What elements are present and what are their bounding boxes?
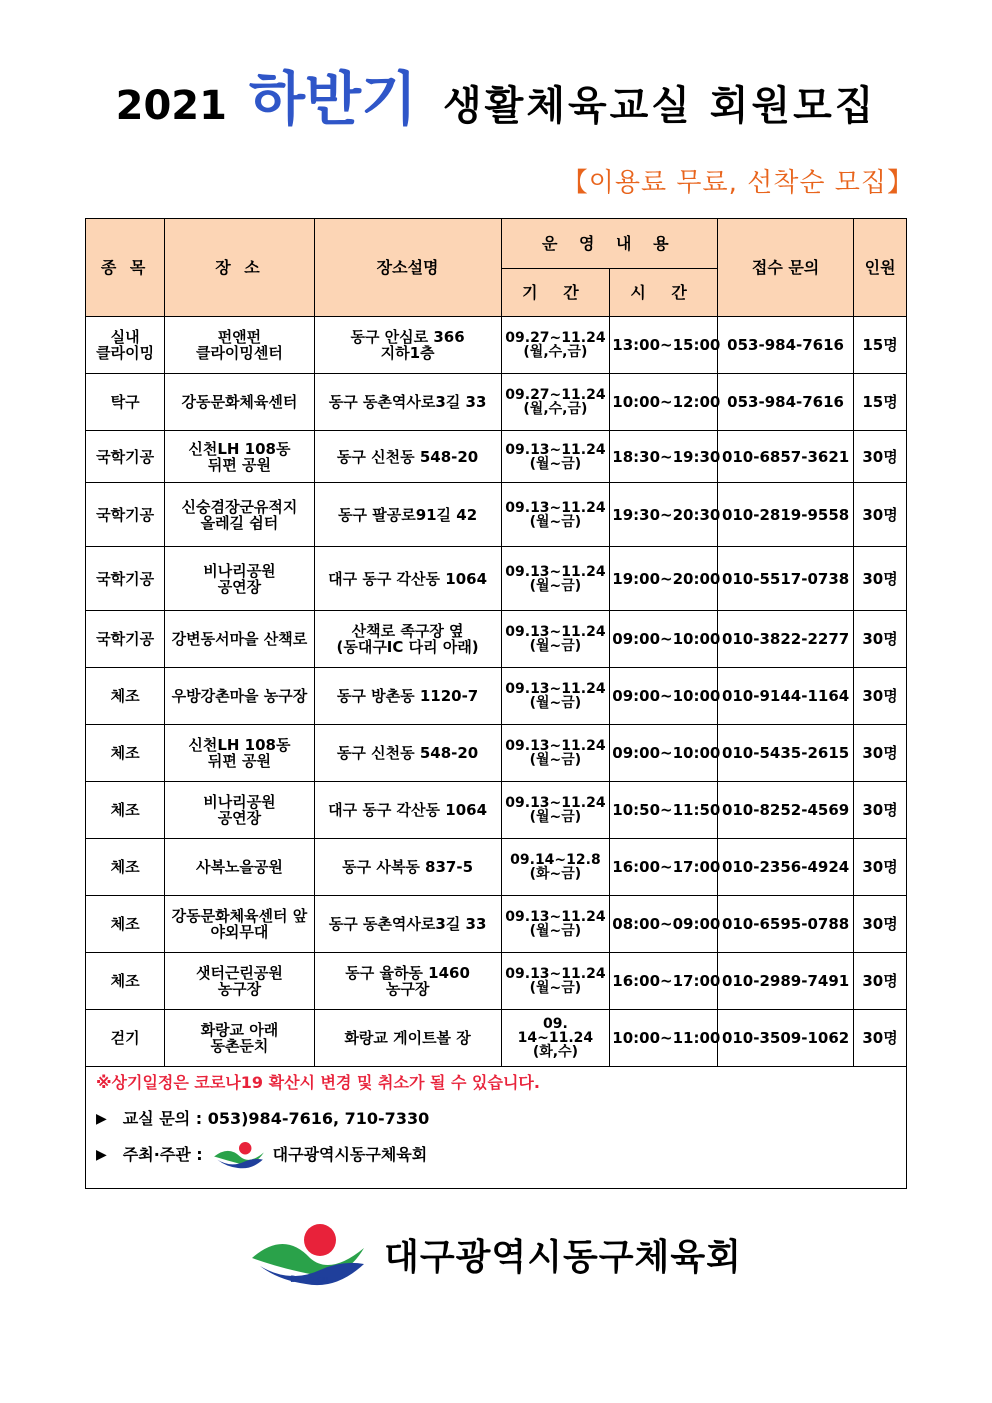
cell-count: 30명 [854,725,907,782]
cell-period: 09.13~11.24 (월~금) [501,483,610,547]
cell-period: 09.27~11.24 (월,수,금) [501,374,610,431]
cell-desc: 대구 동구 각산동 1064 [314,547,501,611]
cell-place: 비나리공원 공연장 [165,782,314,839]
donggu-logo-icon [213,1141,265,1169]
table-row [86,725,907,782]
cell-sport: 국학기공 [86,431,165,483]
table-row [86,483,907,547]
cell-period: 09.13~11.24 (월~금) [501,547,610,611]
table-row [86,611,907,668]
cell-place: 신숭겸장군유적지 올레길 쉼터 [165,483,314,547]
cell-count: 30명 [854,547,907,611]
cell-time: 09:00~10:00 [610,725,718,782]
cell-sport: 체조 [86,668,165,725]
cell-place: 강변동서마을 산책로 [165,611,314,668]
cell-time: 19:00~20:00 [610,547,718,611]
cell-desc: 동구 사복동 837-5 [314,839,501,896]
table-row [86,896,907,953]
cell-place: 비나리공원 공연장 [165,547,314,611]
cell-sport: 국학기공 [86,611,165,668]
cell-count: 15명 [854,374,907,431]
cell-sport: 국학기공 [86,483,165,547]
cell-count: 30명 [854,782,907,839]
header-time: 시 간 [610,269,718,317]
cell-place: 샛터근린공원 농구장 [165,953,314,1010]
table-row [86,668,907,725]
cell-sport: 체조 [86,782,165,839]
cell-place: 신천LH 108동 뒤편 공원 [165,431,314,483]
cell-period: 09.13~11.24 (월~금) [501,782,610,839]
cell-place: 화랑교 아래 동촌둔치 [165,1010,314,1067]
cell-sport: 체조 [86,725,165,782]
cell-time: 09:00~10:00 [610,611,718,668]
cell-count: 30명 [854,668,907,725]
cell-contact: 010-6857-3621 [718,431,854,483]
host-org: 대구광역시동구체육회 [272,1145,428,1164]
cell-contact: 053-984-7616 [718,374,854,431]
cell-time: 18:30~19:30 [610,431,718,483]
table-row [86,431,907,483]
cell-count: 15명 [854,317,907,374]
cell-place: 신천LH 108동 뒤편 공원 [165,725,314,782]
inquiry-line [96,1111,896,1127]
table-footer [86,1067,907,1189]
header-count: 인원 [854,219,907,317]
cell-period: 09. 14~11.24 (화,수) [501,1010,610,1067]
cell-contact: 010-5517-0738 [718,547,854,611]
bottom-branding [0,1222,992,1286]
cell-period: 09.13~11.24 (월~금) [501,725,610,782]
cell-count: 30명 [854,839,907,896]
cell-time: 10:00~12:00 [610,374,718,431]
cell-count: 30명 [854,611,907,668]
cell-place: 우방강촌마을 농구장 [165,668,314,725]
cell-desc: 동구 동촌역사로3길 33 [314,896,501,953]
cell-sport: 걷기 [86,1010,165,1067]
header-desc: 장소설명 [314,219,501,317]
schedule-table [85,218,907,1189]
title-rest: 생활체육교실 회원모집 [443,83,877,129]
cell-count: 30명 [854,483,907,547]
cell-contact: 010-3822-2277 [718,611,854,668]
cell-time: 10:00~11:00 [610,1010,718,1067]
cell-desc: 화랑교 게이트볼 장 [314,1010,501,1067]
cell-sport: 실내 클라이밍 [86,317,165,374]
cell-desc: 대구 동구 각산동 1064 [314,782,501,839]
cell-contact: 010-2989-7491 [718,953,854,1010]
cell-contact: 053-984-7616 [718,317,854,374]
cell-period: 09.13~11.24 (월~금) [501,611,610,668]
cell-period: 09.13~11.24 (월~금) [501,668,610,725]
notice-text: 【이용료 무료, 선착순 모집】 [561,168,914,198]
cell-place: 펀앤펀 클라이밍센터 [165,317,314,374]
table-row [86,547,907,611]
table-row [86,317,907,374]
cell-period: 09.13~11.24 (월~금) [501,431,610,483]
cell-desc: 동구 율하동 1460 농구장 [314,953,501,1010]
logo-caption: Dong-gu [290,1275,329,1285]
cell-time: 16:00~17:00 [610,839,718,896]
cell-time: 10:50~11:50 [610,782,718,839]
arrow-icon: ▶ [96,1147,107,1163]
cell-desc: 동구 안심로 366 지하1층 [314,317,501,374]
cell-sport: 체조 [86,839,165,896]
cell-sport: 탁구 [86,374,165,431]
table-row [86,782,907,839]
table-row [86,1010,907,1067]
cell-desc: 동구 팔공로91길 42 [314,483,501,547]
cell-count: 30명 [854,953,907,1010]
cell-period: 09.14~12.8 (화~금) [501,839,610,896]
cell-sport: 체조 [86,896,165,953]
header-ops: 운 영 내 용 [501,219,717,269]
cell-contact: 010-3509-1062 [718,1010,854,1067]
title-year: 2021 [115,83,227,129]
arrow-icon: ▶ [96,1111,107,1127]
cell-time: 13:00~15:00 [610,317,718,374]
cell-period: 09.13~11.24 (월~금) [501,953,610,1010]
donggu-logo-icon [250,1222,368,1286]
cell-contact: 010-5435-2615 [718,725,854,782]
table-row [86,953,907,1010]
host-label: 주최·주관 : [122,1145,203,1164]
header-sport: 종 목 [86,219,165,317]
page-title [0,52,992,136]
header-contact: 접수 문의 [718,219,854,317]
cell-time: 08:00~09:00 [610,896,718,953]
cell-count: 30명 [854,1010,907,1067]
cell-count: 30명 [854,431,907,483]
cell-sport: 국학기공 [86,547,165,611]
cell-desc: 동구 신천동 548-20 [314,725,501,782]
cell-contact: 010-2356-4924 [718,839,854,896]
cell-desc: 산책로 족구장 옆 (동대구IC 다리 아래) [314,611,501,668]
cell-desc: 동구 동촌역사로3길 33 [314,374,501,431]
cell-place: 강동문화체육센터 앞 야외무대 [165,896,314,953]
cell-place: 사복노을공원 [165,839,314,896]
inquiry-text: 교실 문의 : 053)984-7616, 710-7330 [122,1109,430,1128]
header-place: 장 소 [165,219,314,317]
cell-time: 16:00~17:00 [610,953,718,1010]
cell-place: 강동문화체육센터 [165,374,314,431]
cell-desc: 동구 신천동 548-20 [314,431,501,483]
cell-period: 09.13~11.24 (월~금) [501,896,610,953]
header-period: 기 간 [501,269,610,317]
cell-contact: 010-9144-1164 [718,668,854,725]
cell-contact: 010-6595-0788 [718,896,854,953]
cell-time: 19:30~20:30 [610,483,718,547]
title-highlight: 하반기 [248,65,418,133]
table-row [86,839,907,896]
table-row [86,374,907,431]
cell-time: 09:00~10:00 [610,668,718,725]
warning-text: ※상기일정은 코로나19 확산시 변경 및 취소가 될 수 있습니다. [96,1073,540,1092]
cell-count: 30명 [854,896,907,953]
host-line [96,1141,896,1169]
cell-contact: 010-2819-9558 [718,483,854,547]
bottom-org-name: 대구광역시동구체육회 [384,1236,742,1278]
cell-sport: 체조 [86,953,165,1010]
cell-period: 09.27~11.24 (월,수,금) [501,317,610,374]
cell-contact: 010-8252-4569 [718,782,854,839]
cell-desc: 동구 방촌동 1120-7 [314,668,501,725]
